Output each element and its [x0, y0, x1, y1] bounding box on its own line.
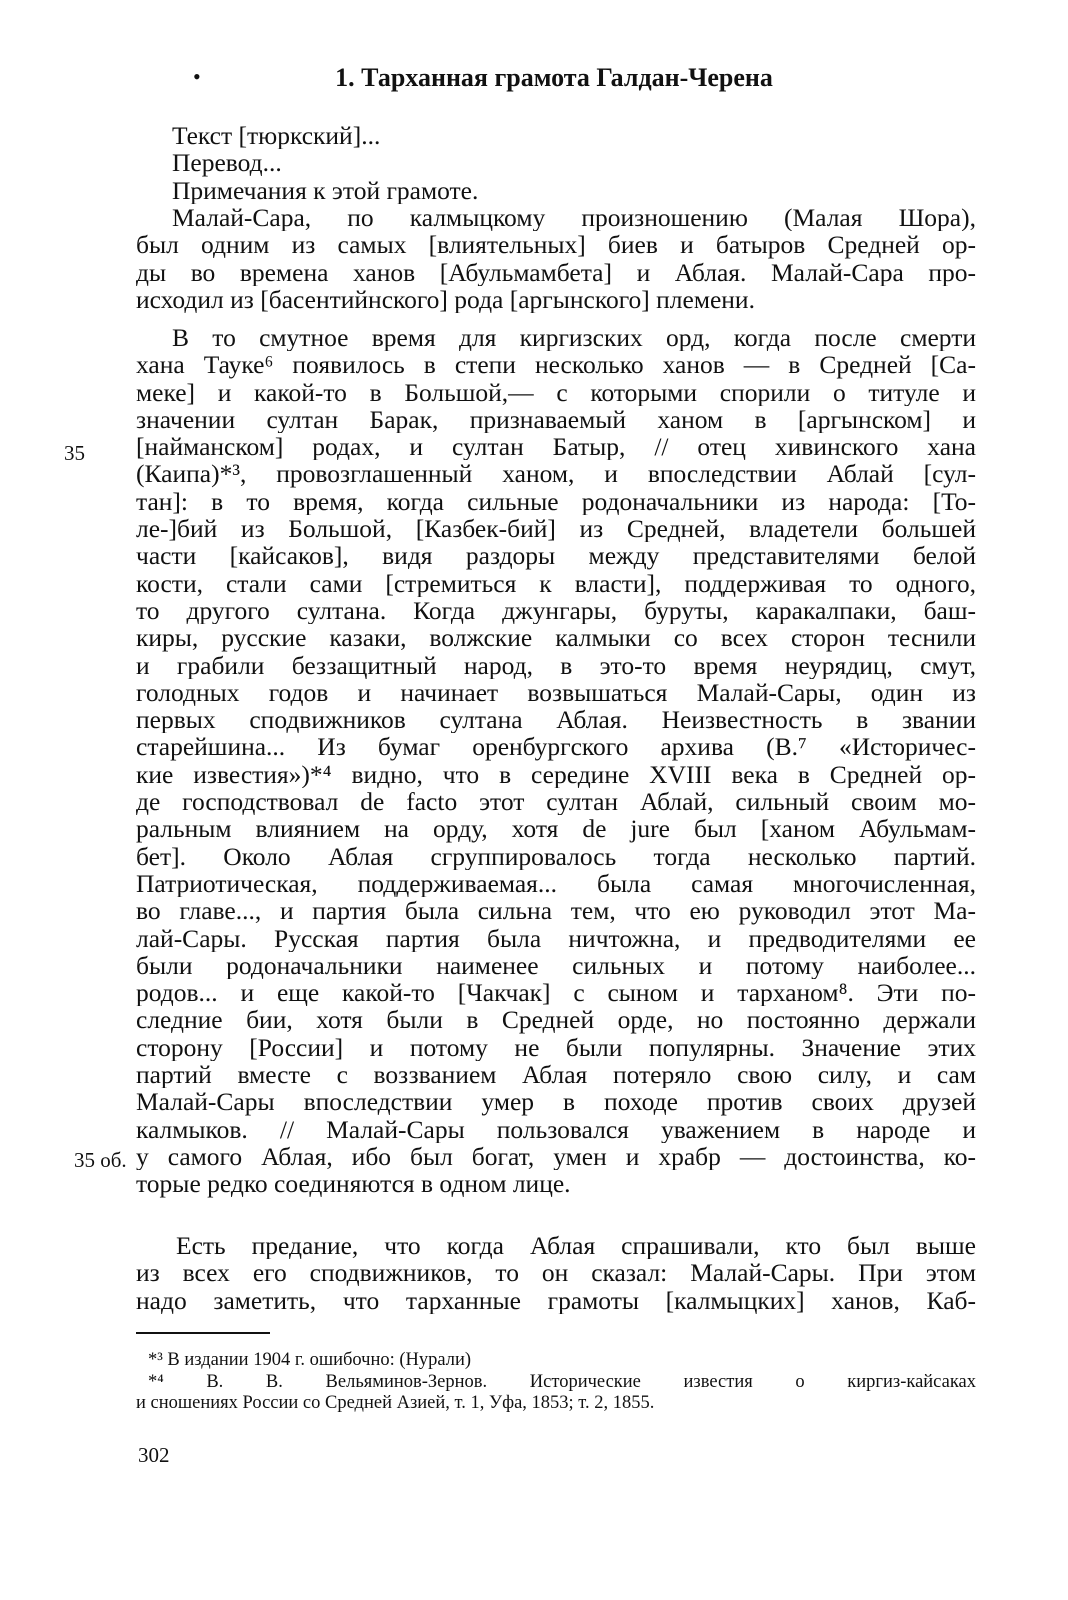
text-line: калмыков. // Малай-Сары пользовался уважением в народе и	[136, 1115, 976, 1143]
text-line: Малай-Сара, по калмыцкому произношению (Малая Шора),	[172, 204, 976, 232]
text-line: надо заметить, что тарханные грамоты [калмыцких] ханов, Каб-	[136, 1286, 976, 1314]
text-line: из всех его сподвижников, то он сказал: Малай-Сары. При этом	[136, 1259, 976, 1287]
text-line: кие известия»)*⁴ видно, что в середине XVIII века в Средней ор-	[136, 760, 976, 789]
text-line: значении султан Барак, признаваемый ханом в [аргынском] и	[136, 405, 976, 434]
footnote-divider	[136, 1332, 270, 1334]
paragraph-1	[136, 204, 976, 313]
text-line: В то смутное время для киргизских орд, когда после смерти	[172, 324, 976, 352]
text-line: части [кайсаков], видя раздоры между представителями белой	[136, 542, 976, 570]
intro-lines	[136, 122, 976, 204]
text-line: был одним из самых [влиятельных] биев и батыров Средней ор-	[136, 231, 976, 259]
text-line: то другого султана. Когда джунгары, буруты, каракалпаки, баш-	[136, 596, 976, 625]
footnote-line: *³ В издании 1904 г. ошибочно: (Нурали)	[148, 1350, 472, 1370]
text-line: были родоначальники наименее сильных и потому наиболее...	[136, 951, 976, 980]
text-line: партий вместе с воззванием Аблая потеряло свою силу, и сам	[136, 1061, 976, 1089]
text-line: тан]: в то время, когда сильные родоначальники из народа: [То-	[136, 487, 976, 516]
text-line: меке] и какой-то в Большой,— с которыми спорили о титуле и	[136, 378, 976, 406]
text-line: кости, стали сами [стремиться к власти], поддерживая то одного,	[136, 569, 976, 597]
text-line: исходил из [басентийнского] рода [аргынского] племени.	[136, 285, 755, 314]
text-line: де господствовал de facto этот султан Аблай, сильный своим мо-	[136, 788, 976, 816]
text-line: родов... и еще какой-то [Чакчак] с сыном и тарханом⁸. Эти по-	[136, 979, 976, 1007]
text-line: следние бии, хотя были в Средней орде, но постоянно держали	[136, 1006, 976, 1034]
margin-folio-35: 35	[64, 441, 85, 465]
paragraph-2	[136, 324, 976, 1198]
footnote-line: и сношениях России со Средней Азией, т. 1, Уфа, 1853; т. 2, 1855.	[136, 1393, 655, 1413]
text-line: (Каипа)*³, провозглашенный ханом, и впоследствии Аблай [сул-	[136, 460, 976, 488]
text-line: голодных годов и начинает возвышаться Малай-Сары, один из	[136, 678, 976, 707]
text-line: старейшина... Из бумаг оренбургского архива (В.⁷ «Историчес-	[136, 733, 976, 761]
page-title: 1. Тарханная грамота Галдан-Черена	[335, 63, 773, 92]
text-line: бет]. Около Аблая сгруппировалось тогда несколько партий.	[136, 842, 976, 870]
text-line: ды во времена ханов [Абульмамбета] и Аблая. Малай-Сара про-	[136, 258, 976, 286]
text-line: Патриотическая, поддерживаемая... была самая многочисленная,	[136, 869, 976, 898]
text-line: Есть предание, что когда Аблая спрашивали, кто был выше	[176, 1232, 976, 1260]
text-line: и грабили беззащитный народ, в это-то время неурядиц, смут,	[136, 651, 976, 679]
bullet-mark: •	[193, 64, 201, 89]
footnotes	[136, 1350, 976, 1415]
text-line: [найманском] родах, и султан Батыр, // отец хивинского хана	[136, 433, 976, 461]
margin-folio-35-ob: 35 об.	[74, 1148, 127, 1172]
text-line: ральным влиянием на орду, хотя de jure был [ханом Абульмам-	[136, 815, 976, 843]
footnote-line: *⁴ В. В. Вельяминов-Зернов. Исторические известия о киргиз-кайсаках	[148, 1371, 976, 1392]
text-line: Перевод...	[172, 149, 282, 177]
text-line: первых сподвижников султана Аблая. Неизвестность в звании	[136, 706, 976, 734]
text-line: Малай-Сары впоследствии умер в походе против своих друзей	[136, 1088, 976, 1116]
page-number: 302	[138, 1443, 170, 1467]
text-line: Текст [тюркский]...	[172, 122, 381, 150]
text-line: во главе..., и партия была сильна тем, что ею руководил этот Ма-	[136, 897, 976, 925]
text-line: Примечания к этой грамоте.	[172, 176, 479, 204]
text-line: ле-]бий из Большой, [Казбек-бий] из Средней, владетели большей	[136, 515, 976, 543]
text-line: у самого Аблая, ибо был богат, умен и храбр — достоинства, ко-	[136, 1142, 976, 1171]
text-line: лай-Сары. Русская партия была ничтожна, и предводителями ее	[136, 924, 976, 952]
text-line: киры, русские казаки, волжские калмыки со всех сторон теснили	[136, 624, 976, 652]
text-line: торые редко соединяются в одном лице.	[136, 1170, 571, 1198]
text-line: сторону [России] и потому не были популярны. Значение этих	[136, 1033, 976, 1062]
text-line: хана Тауке⁶ появилось в степи несколько ханов — в Средней [Са-	[136, 351, 976, 379]
paragraph-3	[136, 1232, 976, 1314]
